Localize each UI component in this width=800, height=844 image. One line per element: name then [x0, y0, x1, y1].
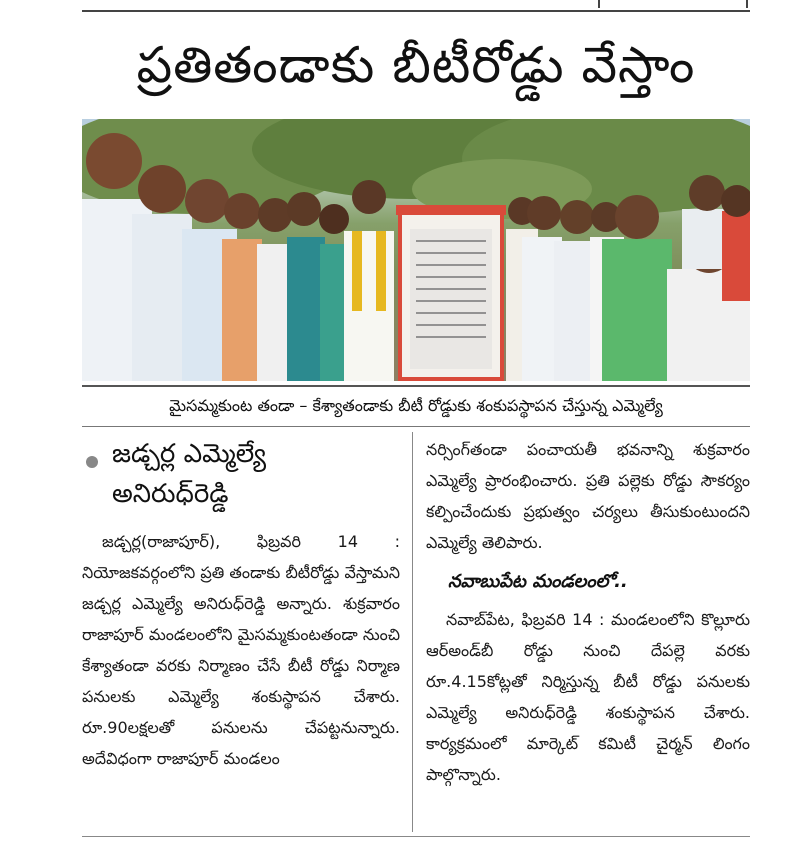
subhead-lines	[112, 434, 266, 514]
left-body	[82, 526, 400, 774]
subhead-line-2: అనిరుధ్‌రెడ్డి	[112, 479, 229, 509]
photo-caption: మైసమ్మకుంట తండా – కేశ్యాతండాకు బీటీ రోడ్డుకు శంకుపస్థాపన చేస్తున్న ఎమ్మెల్యే	[169, 396, 663, 415]
right-body-paragraph-1: నర్సింగ్‌తండా పంచాయతీ భవనాన్ని శుక్రవారం ఎమ్మెల్యే ప్రారంభించారు. ప్రతి పల్లెకు రోడ్డు సౌకర్యం కల్పించేందుకు ప్రభుత్వం చర్యలు తీసుకుంటుందని ఎమ్మెల్యే తెలిపారు.	[426, 440, 750, 552]
news-photo	[82, 119, 750, 381]
left-column	[82, 434, 400, 774]
bullet-icon	[86, 456, 98, 468]
caption-rule-top	[82, 385, 750, 387]
subhead	[82, 434, 400, 514]
headline: ప్రతితండాకు బీటీరోడ్డు వేస్తాం	[136, 36, 696, 94]
group-photo-icon	[82, 119, 750, 381]
right-body-2	[426, 604, 750, 790]
left-body-paragraph: జడ్చర్ల(రాజాపూర్), ఫిబ్రవరి 14 : నియోజకవర్గంలోని ప్రతి తండాకు బీటీరోడ్డు వేస్తామని జడ్చర్ల ఎమ్మెల్యే అనిరుధ్‌రెడ్డి అన్నారు. శుక్రవారం రాజాపూర్ మండలంలోని మైసమ్మకుంటతండా నుంచి కేశ్యాతండా వరకు నిర్మాణం చేసే బీటీ రోడ్డు నిర్మాణ పనులకు ఎమ్మెల్యే శంకుస్థాపన చేశారు. రూ.90లక్షలతో పనులను చేపట్టనున్నారు. అదేవిధంగా రాజాపూర్ మండలం	[82, 532, 400, 768]
bottom-rule	[82, 836, 750, 837]
top-rule	[82, 10, 750, 12]
subhead-line-1: జడ్చర్ల ఎమ్మెల్యే	[112, 439, 267, 469]
right-body-paragraph-2: నవాబ్‌పేట, ఫిబ్రవరి 14 : మండలంలోని కొల్లూరు ఆర్అండ్‌బీ రోడ్డు నుంచి దేపల్లె వరకు రూ.4.15కోట్లతో నిర్మిస్తున్న బీటీ రోడ్డు పనులకు ఎమ్మెల్యే అనిరుధ్‌రెడ్డి శంకుస్థాపన చేశారు. కార్యక్రమంలో మార్కెట్ కమిటీ చైర్మన్ లింగం పాల్గొన్నారు.	[426, 610, 750, 784]
section-head: నవాబుపేట మండలంలో..	[448, 571, 628, 592]
right-body-1	[426, 434, 750, 558]
right-column	[426, 434, 750, 790]
column-divider	[412, 432, 413, 832]
top-rule-marks	[598, 0, 748, 8]
caption-rule-bottom	[82, 426, 750, 427]
